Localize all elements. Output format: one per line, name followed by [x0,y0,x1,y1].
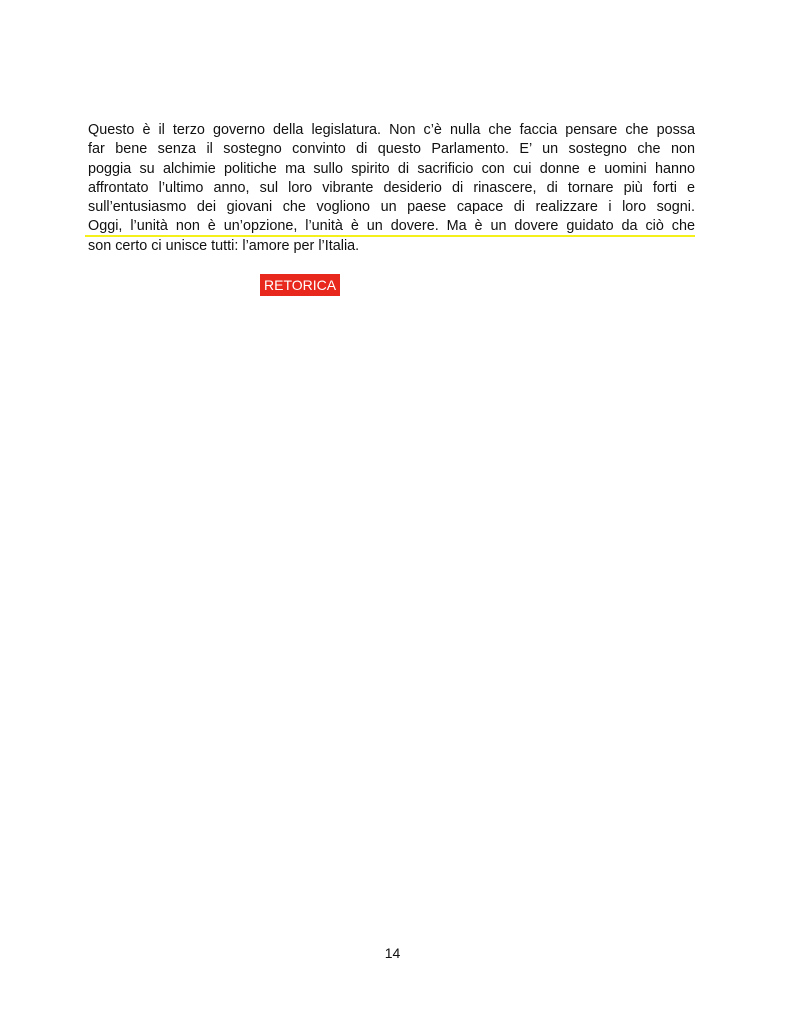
paragraph-line: poggia su alchimie politiche ma sullo spirito di sacrificio con cui donne e uomini hanno [88,160,695,177]
annotation-tag: RETORICA [260,274,340,296]
highlighted-line: Oggi, l’unità non è un’opzione, l’unità è un dovere. Ma è un dovere guidato da ciò che [85,217,695,236]
body-paragraph [88,121,695,256]
highlighted-line: son certo ci unisce tutti: l’amore per l’Italia. [88,237,360,254]
paragraph-line: affrontato l’ultimo anno, sul loro vibrante desiderio di rinascere, di tornare più forti e [88,179,695,196]
page-number: 14 [384,945,401,961]
highlighted-line-wrapper [88,237,695,256]
paragraph-line: sull’entusiasmo dei giovani che vogliono un paese capace di realizzare i loro sogni. [88,199,695,216]
paragraph-line: far bene senza il sostegno convinto di questo Parlamento. E’ un sostegno che non [88,141,695,158]
paragraph-line: Questo è il terzo governo della legislatura. Non c’è nulla che faccia pensare che possa [88,122,695,138]
